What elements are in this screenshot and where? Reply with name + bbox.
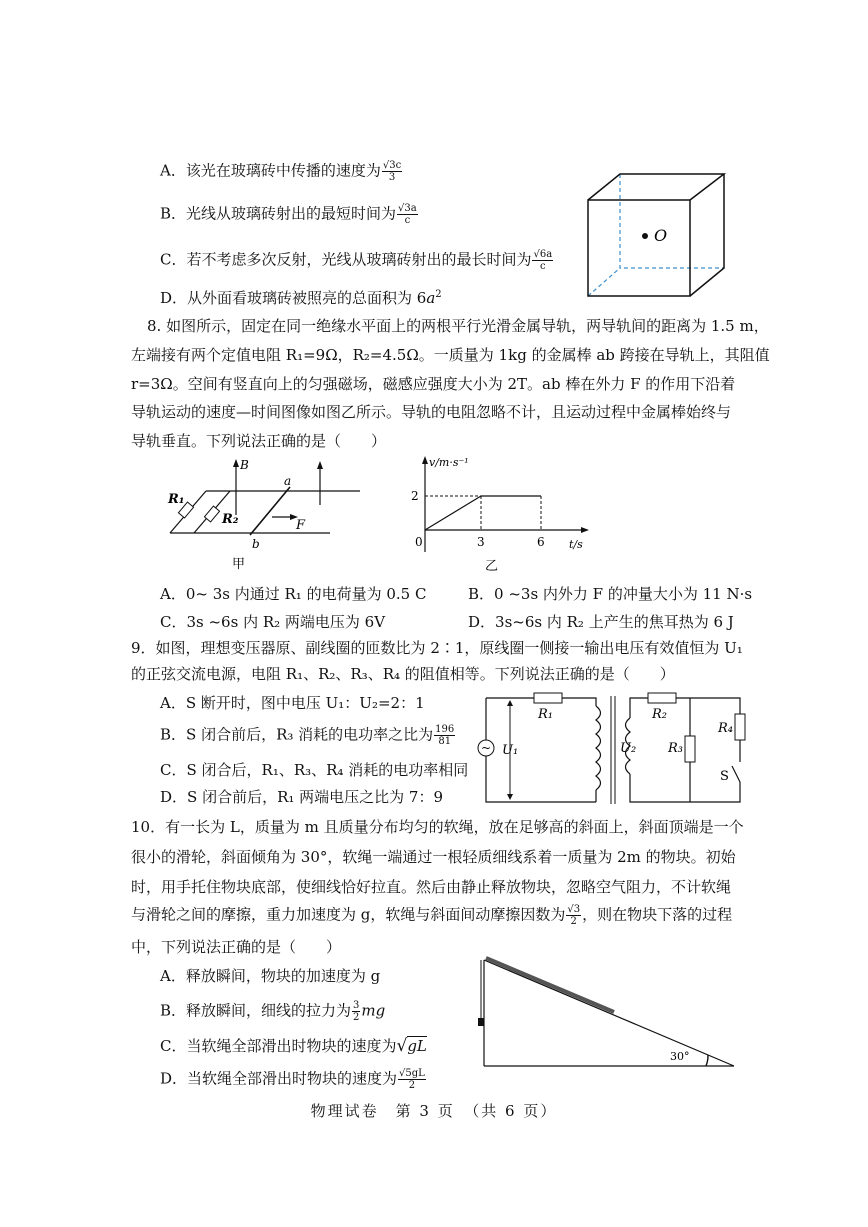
svg-text:2: 2	[411, 489, 419, 503]
svg-text:甲: 甲	[232, 557, 246, 572]
svg-text:U₁: U₁	[502, 743, 519, 758]
q7-option-b: B．光线从玻璃砖射出的最短时间为 $\frac{√3a}{c}$	[160, 203, 417, 226]
q9-option-a: A．S 断开时，图中电压 U₁：U₂=2：1	[160, 694, 425, 712]
q9-option-b: B．S 闭合前后，R₃ 消耗的电功率之比为 $\frac{196}{81}$	[160, 724, 455, 747]
svg-text:F: F	[296, 518, 306, 533]
block	[478, 1018, 484, 1026]
cube-hidden-edges	[620, 174, 724, 268]
transformer-circuit	[474, 686, 748, 808]
q7-option-a: A．该光在玻璃砖中传播的速度为 $\frac{√3c}{3}$	[160, 160, 402, 183]
cube-side-edges	[690, 174, 724, 296]
vt-ramp	[425, 496, 481, 530]
svg-text:U₂: U₂	[620, 741, 637, 756]
svg-text:B: B	[240, 458, 249, 472]
svg-text:b: b	[252, 537, 260, 551]
center-label: O	[654, 226, 668, 245]
q8-stem-line3: r=3Ω。空间有竖直向上的匀强磁场，磁感应强度大小为 2T。ab 棒在外力 F 的作用下沿着	[131, 375, 736, 393]
svg-text:R₁: R₁	[168, 492, 185, 507]
svg-text:R₃: R₃	[668, 741, 683, 756]
svg-text:30°: 30°	[670, 1050, 690, 1063]
svg-text:3: 3	[477, 535, 485, 549]
q8-option-b: B．0 ~3s 内外力 F 的冲量大小为 11 N·s	[468, 585, 753, 603]
svg-text:t/s: t/s	[569, 538, 583, 551]
q7-option-d: D．从外面看玻璃砖被照亮的总面积为 $6a^2$	[160, 289, 442, 307]
q10-stem-line3: 时，用手托住物块底部，使细线恰好拉直。然后由静止释放物块，忽略空气阻力，不计软绳	[131, 878, 732, 896]
q8-option-a: A．0~ 3s 内通过 R₁ 的电荷量为 0.5 C	[160, 585, 427, 603]
q10-stem-line1: 10．有一长为 L，质量为 m 且质量分布均匀的软绳，放在足够高的斜面上，斜面顶端是一个	[131, 818, 744, 836]
resistor-r1	[534, 693, 562, 703]
resistor-r2	[204, 506, 219, 522]
resistor-r2	[648, 693, 676, 703]
q8-stem-line4: 导轨运动的速度—时间图像如图乙所示。导轨的电阻忽略不计，且运动过程中金属棒始终与	[131, 403, 732, 421]
resistor-r3	[685, 736, 695, 762]
q10-option-b: B．释放瞬间，细线的拉力为 $\frac{3}{2}$ mg	[160, 1000, 386, 1023]
svg-text:R₄: R₄	[718, 721, 733, 736]
svg-text:v/m·s⁻¹: v/m·s⁻¹	[429, 456, 469, 469]
page-footer: 物理试卷 第 3 页 （共 6 页）	[310, 1102, 558, 1120]
center-point	[642, 233, 648, 239]
svg-text:a: a	[284, 474, 292, 488]
q8-stem-line1: 8. 如图所示，固定在同一绝缘水平面上的两根平行光滑金属导轨，两导轨间的距离为 1.5 m，	[147, 317, 769, 335]
switch-s	[732, 766, 740, 782]
cube-top-face	[588, 174, 724, 200]
rod-ab	[250, 487, 290, 535]
q10-stem-line2: 很小的滑轮，斜面倾角为 30°，软绳一端通过一根轻质细线系着一质量为 2m 的物块。初始	[131, 848, 736, 866]
vt-graph-yi	[405, 452, 595, 577]
q9-stem-line1: 9．如图，理想变压器原、副线圈的匝数比为 2∶1，原线圈一侧接一输出电压有效值恒为 U₁	[131, 639, 743, 657]
q9-option-d: D．S 闭合前后，R₁ 两端电压之比为 7：9	[160, 788, 444, 806]
rail-figure-jia	[160, 455, 370, 575]
soft-rope	[486, 958, 614, 1012]
q10-option-a: A．释放瞬间，物块的加速度为 g	[160, 967, 381, 985]
q7-option-c: C．若不考虑多次反射，光线从玻璃砖射出的最长时间为 $\frac{√6a}{c}$	[160, 249, 553, 272]
q10-option-c: C．当软绳全部滑出时物块的速度为√gL	[160, 1036, 427, 1056]
svg-text:R₁: R₁	[538, 707, 553, 722]
q10-option-d: D．当软绳全部滑出时物块的速度为 $\frac{√5gL}{2}$	[160, 1068, 425, 1091]
svg-text:6: 6	[537, 535, 545, 549]
svg-text:R₂: R₂	[652, 707, 667, 722]
cube-figure	[584, 168, 730, 304]
q8-stem-line5: 导轨垂直。下列说法正确的是（ ）	[131, 432, 387, 450]
q9-stem-line2: 的正弦交流电源，电阻 R₁、R₂、R₃、R₄ 的阻值相等。下列说法正确的是（ ）	[131, 665, 675, 683]
q8-option-c: C．3s ~6s 内 R₂ 两端电压为 6V	[160, 613, 386, 631]
svg-text:乙: 乙	[485, 559, 499, 574]
q10-stem-line5: 中，下列说法正确的是（ ）	[131, 938, 342, 956]
q8-option-d: D．3s~6s 内 R₂ 上产生的焦耳热为 6 J	[468, 613, 734, 631]
svg-text:~: ~	[481, 741, 492, 755]
svg-text:R₂: R₂	[222, 512, 239, 527]
q9-option-c: C．S 闭合后，R₁、R₃、R₄ 消耗的电功率相同	[160, 761, 469, 779]
incline-figure	[474, 952, 740, 1072]
q10-stem-line4: 与滑轮之间的摩擦，重力加速度为 g，软绳与斜面间动摩擦因数为 $\frac{√3}{2}$ ，则在物块下落的过程	[131, 904, 733, 927]
incline-slope	[484, 960, 734, 1066]
primary-coil	[596, 706, 601, 790]
q8-stem-line2: 左端接有两个定值电阻 R₁=9Ω，R₂=4.5Ω。一质量为 1kg 的金属棒 ab 跨接在导轨上，其阻值	[131, 346, 770, 364]
cube-hidden-diagonal-edge	[588, 268, 620, 296]
svg-text:0: 0	[415, 535, 423, 549]
cube-front-face	[588, 200, 690, 296]
resistor-r4	[735, 714, 745, 740]
svg-text:S: S	[720, 769, 729, 784]
